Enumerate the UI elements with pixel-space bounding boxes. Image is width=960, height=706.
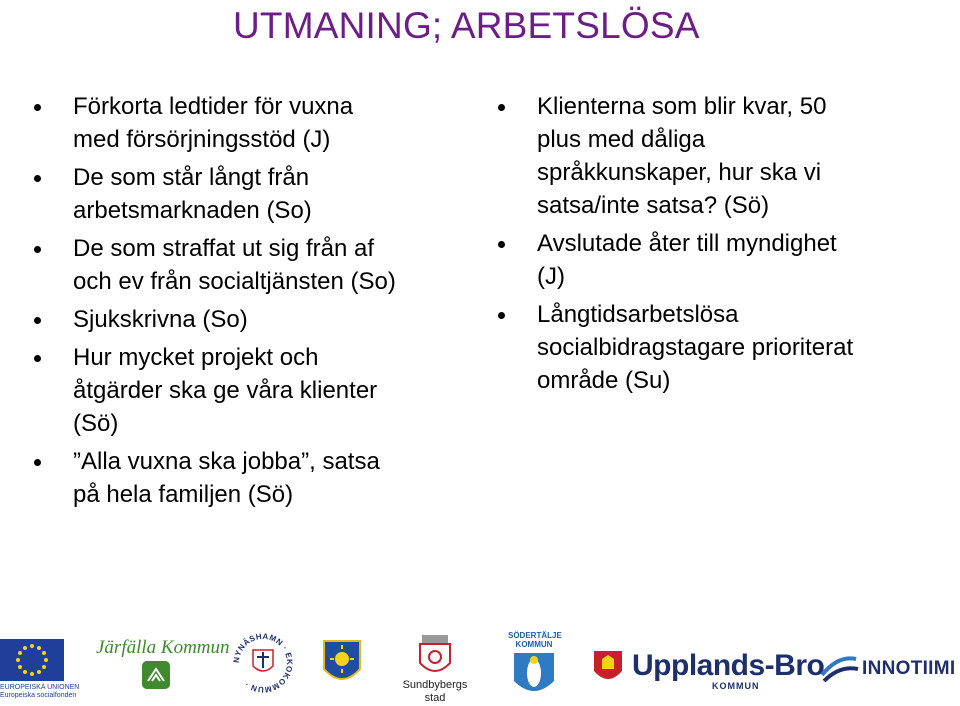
bullet-dot (498, 104, 505, 111)
sundbyberg-shield-icon (418, 635, 452, 684)
sodertalje-caption: SÖDERTÄLJE KOMMUN (508, 631, 562, 649)
bullet-dot (34, 355, 41, 362)
bullet-dot (498, 312, 505, 319)
upplands-bro-shield-icon (592, 649, 624, 692)
bullet-text: Förkorta ledtider för vuxna med försörjningsstöd (J) (73, 93, 354, 153)
municipality-shield-sun-icon (322, 639, 362, 694)
list-item (34, 303, 474, 336)
partner-logo-strip (0, 625, 960, 706)
upplands-bro-logo-text: Upplands-Bro (632, 649, 825, 682)
jarfalla-logo: Järfälla Kommun (96, 637, 230, 658)
bullet-text: Avslutade åter till myndighet (J) (537, 230, 837, 290)
upplands-bro-subtitle: KOMMUN (712, 681, 760, 691)
list-item (498, 227, 938, 293)
bullet-text: ”Alla vuxna ska jobba”, satsa på hela familjen (Sö) (73, 448, 380, 508)
list-item (34, 341, 474, 440)
innotiimi-swoosh-icon (818, 651, 860, 690)
bullet-text: Långtidsarbetslösa socialbidragstagare prioriterat område (Su) (537, 301, 854, 394)
bullet-text: De som står långt från arbetsmarknaden (So) (73, 164, 312, 224)
eu-logo-caption: EUROPEISKA UNIONEN Europeiska socialfonden (0, 684, 80, 699)
sundbyberg-caption: Sundbybergs stad (402, 679, 468, 704)
bullet-dot (34, 459, 41, 466)
list-item (498, 90, 938, 222)
nynashamn-logo (232, 632, 294, 694)
nynashamn-ring-text: NYNÄSHAMN · EKOKOMMUN · (232, 632, 294, 694)
list-item (498, 298, 938, 397)
bullet-text: De som straffat ut sig från af och ev från socialtjänsten (So) (73, 235, 396, 295)
bullet-dot (34, 175, 41, 182)
bullet-dot (34, 246, 41, 253)
bullet-text: Sjukskrivna (So) (73, 306, 248, 333)
bullet-text: Klienterna som blir kvar, 50 plus med dåliga språkkunskaper, hur ska vi satsa/inte satsa? (Sö) (537, 93, 827, 219)
list-item (34, 445, 474, 511)
list-item (34, 232, 474, 298)
list-item (34, 90, 474, 156)
sodertalje-shield-icon (512, 651, 556, 706)
bullet-dot (34, 104, 41, 111)
list-item (34, 161, 474, 227)
bullet-dot (34, 317, 41, 324)
bullet-text: Hur mycket projekt och åtgärder ska ge våra klienter (Sö) (73, 344, 378, 437)
right-bullet-list (498, 90, 938, 402)
innotiimi-logo-text: INNOTIIMI (862, 658, 956, 679)
slide-title: UTMANING; ARBETSLÖSA (233, 5, 700, 46)
left-bullet-list (34, 90, 474, 516)
jarfalla-emblem-icon (142, 661, 170, 689)
bullet-dot (498, 241, 505, 248)
eu-flag-icon (0, 639, 64, 681)
